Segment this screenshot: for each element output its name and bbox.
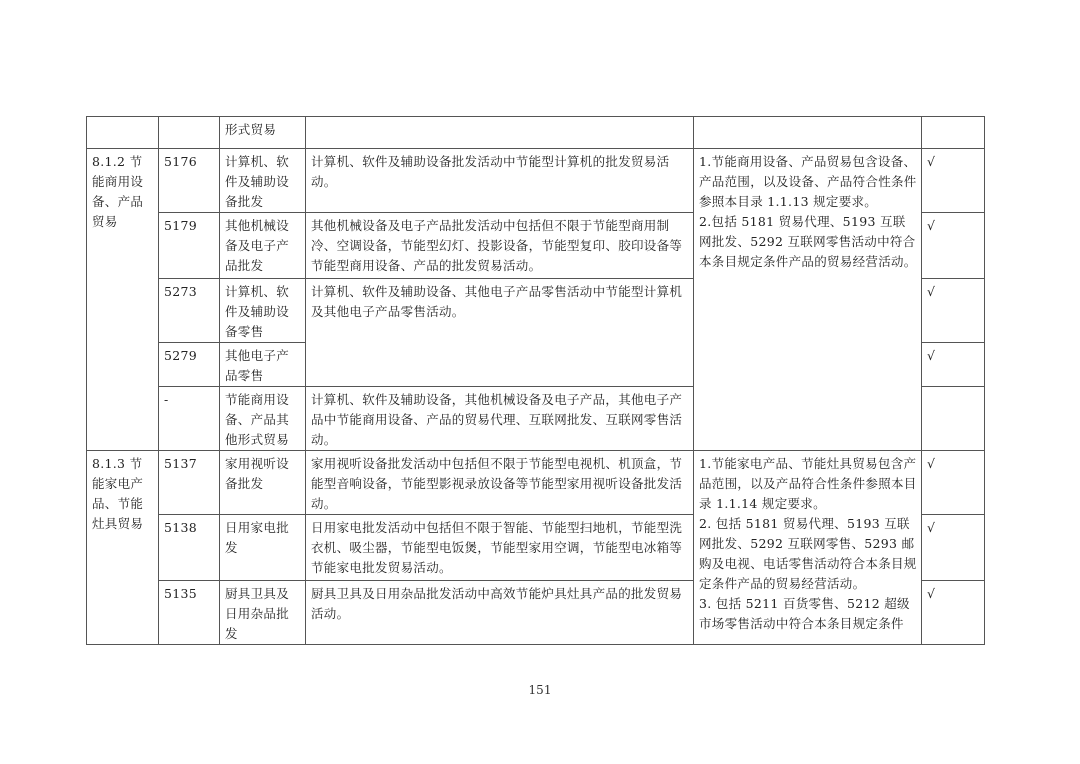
check-mark: √ (922, 149, 985, 213)
check-mark: √ (922, 515, 985, 581)
check-mark: √ (922, 213, 985, 279)
name-cell: 厨具卫具及日用杂品批发 (220, 581, 306, 645)
code-cell (159, 117, 220, 149)
table-row (87, 117, 985, 149)
description-cell: 计算机、软件及辅助设备、其他电子产品零售活动中节能型计算机及其他电子产品零售活动。 (306, 279, 694, 387)
requirement-item: 1.节能商用设备、产品贸易包含设备、产品范围，以及设备、产品符合性条件参照本目录 1.1.13 规定要求。 (699, 154, 917, 209)
name-cell: 计算机、软件及辅助设备零售 (220, 279, 306, 343)
description-cell: 家用视听设备批发活动中包括但不限于节能型电视机、机顶盒，节能型音响设备，节能型影视录放设备等节能型家用视听设备批发活动。 (306, 451, 694, 515)
check-cell (922, 117, 985, 149)
code-cell: 5135 (159, 581, 220, 645)
description-cell: 其他机械设备及电子产品批发活动中包括但不限于节能型商用制冷、空调设备，节能型幻灯、投影设备，节能型复印、胶印设备等节能型商用设备、产品的批发贸易活动。 (306, 213, 694, 279)
code-cell: 5176 (159, 149, 220, 213)
industry-classification-table (86, 116, 985, 645)
description-cell: 日用家电批发活动中包括但不限于智能、节能型扫地机，节能型洗衣机、吸尘器，节能型电饭煲，节能型家用空调，节能型电冰箱等节能家电批发贸易活动。 (306, 515, 694, 581)
name-cell: 其他电子产品零售 (220, 343, 306, 387)
code-cell: 5279 (159, 343, 220, 387)
check-mark: √ (922, 581, 985, 645)
name-cell: 节能商用设备、产品其他形式贸易 (220, 387, 306, 451)
name-cell: 日用家电批发 (220, 515, 306, 581)
check-mark: √ (922, 279, 985, 343)
name-cell: 计算机、软件及辅助设备批发 (220, 149, 306, 213)
check-mark (922, 387, 985, 451)
requirement-item: 3. 包括 5211 百货零售、5212 超级市场零售活动中符合本条目规定条件 (699, 596, 910, 631)
requirements-cell (694, 451, 922, 645)
check-mark: √ (922, 451, 985, 515)
code-cell: 5137 (159, 451, 220, 515)
category-cell: 8.1.3 节能家电产品、节能灶具贸易 (87, 451, 159, 645)
code-cell: - (159, 387, 220, 451)
description-cell: 厨具卫具及日用杂品批发活动中高效节能炉具灶具产品的批发贸易活动。 (306, 581, 694, 645)
code-cell: 5273 (159, 279, 220, 343)
table-row (87, 451, 985, 515)
name-cell: 形式贸易 (220, 117, 306, 149)
name-cell: 其他机械设备及电子产品批发 (220, 213, 306, 279)
requirements-cell (694, 149, 922, 451)
code-cell: 5138 (159, 515, 220, 581)
description-cell: 计算机、软件及辅助设备，其他机械设备及电子产品，其他电子产品中节能商用设备、产品的贸易代理、互联网批发、互联网零售活动。 (306, 387, 694, 451)
requirement-item: 2. 包括 5181 贸易代理、5193 互联网批发、5292 互联网零售、5293 邮购及电视、电话零售活动符合本条目规定条件产品的贸易经营活动。 (699, 516, 917, 591)
description-cell (306, 117, 694, 149)
requirement-item: 2.包括 5181 贸易代理、5193 互联网批发、5292 互联网零售活动中符合本条目规定条件产品的贸易经营活动。 (699, 214, 917, 269)
category-cell: 8.1.2 节能商用设备、产品贸易 (87, 149, 159, 451)
name-cell: 家用视听设备批发 (220, 451, 306, 515)
page-number: 151 (528, 683, 552, 697)
description-cell: 计算机、软件及辅助设备批发活动中节能型计算机的批发贸易活动。 (306, 149, 694, 213)
check-mark: √ (922, 343, 985, 387)
requirements-cell (694, 117, 922, 149)
category-cell (87, 117, 159, 149)
requirement-item: 1.节能家电产品、节能灶具贸易包含产品范围，以及产品符合性条件参照本目录 1.1.14 规定要求。 (699, 456, 917, 511)
code-cell: 5179 (159, 213, 220, 279)
table-row (87, 149, 985, 213)
